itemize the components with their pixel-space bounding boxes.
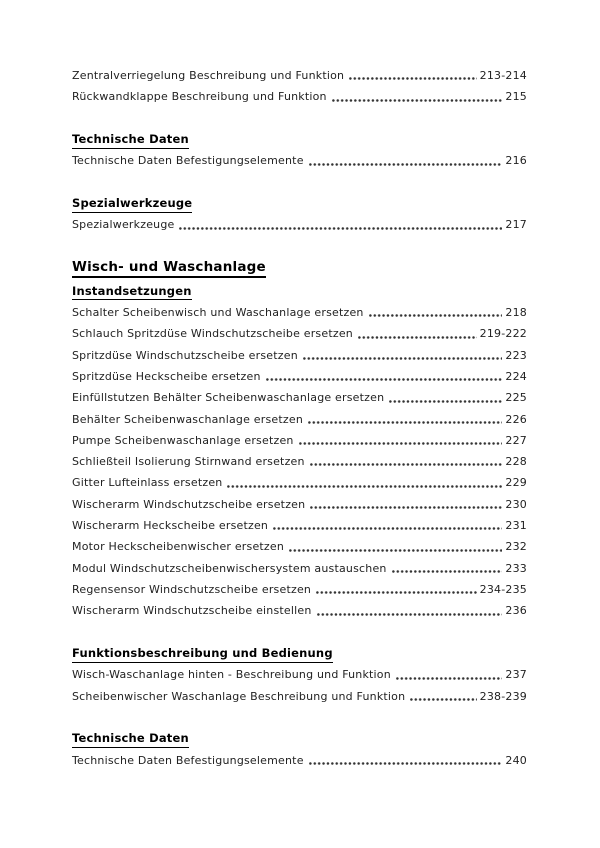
toc-entry-page: 240 (505, 753, 527, 767)
toc-entry-page: 225 (505, 391, 527, 405)
toc-entry-title: Einfüllstutzen Behälter Scheibenwaschanlage ersetzen (72, 391, 385, 405)
toc-entry-title: Spritzdüse Windschutzscheibe ersetzen (72, 348, 298, 362)
toc-entry-page: 216 (505, 154, 527, 168)
dot-leader (303, 357, 503, 360)
dot-leader (358, 336, 477, 339)
toc-entry[interactable] (72, 323, 527, 344)
toc-entry-page: 238-239 (479, 689, 527, 703)
toc-entry[interactable] (72, 472, 527, 493)
toc-entry[interactable] (72, 345, 527, 366)
toc-entry[interactable] (72, 302, 527, 323)
section-heading (72, 129, 527, 150)
toc-entry[interactable] (72, 579, 527, 600)
toc-entry-title: Regensensor Windschutzscheibe ersetzen (72, 582, 312, 596)
section-heading-text: Technische Daten (72, 731, 189, 748)
dot-leader (349, 77, 476, 80)
section-heading-text: Technische Daten (72, 132, 189, 149)
dot-leader (392, 570, 503, 573)
toc-entry-title: Rückwandklappe Beschreibung und Funktion (72, 90, 327, 104)
toc-entry[interactable] (72, 65, 527, 86)
toc-entry-page: 229 (505, 476, 527, 490)
dot-leader (317, 613, 503, 616)
dot-leader (396, 677, 502, 680)
dot-leader (299, 442, 503, 445)
toc-entry-title: Wischerarm Windschutzscheibe ersetzen (72, 497, 306, 511)
section-heading-text: Instandsetzungen (72, 284, 192, 301)
dot-leader (316, 591, 477, 594)
section-heading-text: Spezialwerkzeuge (72, 196, 192, 213)
toc-entry[interactable] (72, 686, 527, 707)
toc-entry-page: 226 (505, 412, 527, 426)
chapter-heading (72, 255, 527, 279)
section-heading (72, 643, 527, 664)
section-heading (72, 728, 527, 749)
dot-leader (369, 314, 503, 317)
section-heading (72, 193, 527, 214)
dot-leader (309, 163, 503, 166)
toc-entry[interactable] (72, 536, 527, 557)
toc-entry-title: Behälter Scheibenwaschanlage ersetzen (72, 412, 303, 426)
dot-leader (289, 549, 502, 552)
toc-entry-page: 237 (505, 668, 527, 682)
dot-leader (332, 99, 503, 102)
toc-entry-title: Zentralverriegelung Beschreibung und Funktion (72, 69, 345, 82)
toc-entry[interactable] (72, 515, 527, 536)
toc-entry-title: Schließteil Isolierung Stirnwand ersetzen (72, 455, 305, 469)
toc-entry-page: 231 (505, 519, 527, 533)
dot-leader (273, 527, 502, 530)
toc-section (72, 65, 527, 108)
toc-entry-page: 234-235 (479, 582, 527, 596)
toc-entry-title: Schalter Scheibenwisch und Waschanlage ersetzen (72, 306, 364, 320)
toc-entry[interactable] (72, 664, 527, 685)
toc-entry-page: 213-214 (479, 69, 527, 82)
chapter-heading-text: Wisch- und Waschanlage (72, 259, 266, 278)
dot-leader (310, 506, 502, 509)
toc-entry-page: 224 (505, 369, 527, 383)
toc-entry[interactable] (72, 451, 527, 472)
section-heading-text: Funktionsbeschreibung und Bedienung (72, 646, 333, 663)
toc-entry-title: Wischerarm Windschutzscheibe einstellen (72, 604, 312, 618)
toc-entry[interactable] (72, 86, 527, 107)
toc-entry-page: 223 (505, 348, 527, 362)
toc-entry-page: 217 (505, 218, 527, 232)
dot-leader (227, 485, 502, 488)
toc-entry-page: 228 (505, 455, 527, 469)
dot-leader (389, 400, 502, 403)
toc-section (72, 193, 527, 236)
toc-entry-title: Scheibenwischer Waschanlage Beschreibung und Funktion (72, 689, 406, 703)
toc-entry-page: 227 (505, 433, 527, 447)
toc-entry-title: Schlauch Spritzdüse Windschutzscheibe ersetzen (72, 327, 353, 341)
toc-entry[interactable] (72, 558, 527, 579)
toc-entry-title: Spritzdüse Heckscheibe ersetzen (72, 369, 261, 383)
toc-section (72, 129, 527, 172)
toc-entry[interactable] (72, 387, 527, 408)
toc-entry-title: Spezialwerkzeuge (72, 218, 175, 232)
toc-entry-page: 215 (505, 90, 527, 104)
toc-entry[interactable] (72, 366, 527, 387)
dot-leader (410, 698, 476, 701)
toc-entry-title: Pumpe Scheibenwaschanlage ersetzen (72, 433, 294, 447)
dot-leader (308, 421, 502, 424)
toc-entry[interactable] (72, 430, 527, 451)
toc-section (72, 643, 527, 707)
toc-section (72, 728, 527, 771)
toc-entry[interactable] (72, 150, 527, 171)
section-heading (72, 281, 527, 302)
toc-entry-title: Gitter Lufteinlass ersetzen (72, 476, 223, 490)
dot-leader (179, 227, 502, 230)
toc-entry[interactable] (72, 750, 527, 771)
toc-entry-page: 219-222 (479, 327, 527, 341)
toc-entry-title: Wisch-Waschanlage hinten - Beschreibung und Funktion (72, 668, 391, 682)
toc-entry[interactable] (72, 409, 527, 430)
dot-leader (266, 378, 503, 381)
toc-entry[interactable] (72, 494, 527, 515)
toc-entry-page: 236 (505, 604, 527, 618)
toc-entry-page: 233 (505, 561, 527, 575)
toc-entry-title: Wischerarm Heckscheibe ersetzen (72, 519, 269, 533)
dot-leader (310, 463, 503, 466)
toc-entry-page: 232 (505, 540, 527, 554)
toc-entry-page: 230 (505, 497, 527, 511)
toc-entry[interactable] (72, 214, 527, 235)
toc-entry-title: Technische Daten Befestigungselemente (72, 154, 304, 168)
toc-entry-title: Motor Heckscheibenwischer ersetzen (72, 540, 285, 554)
dot-leader (309, 762, 503, 765)
toc-entry-title: Modul Windschutzscheibenwischersystem austauschen (72, 561, 387, 575)
toc-section (72, 255, 527, 622)
toc-entry[interactable] (72, 600, 527, 621)
toc-entry-title: Technische Daten Befestigungselemente (72, 753, 304, 767)
toc-entry-page: 218 (505, 306, 527, 320)
